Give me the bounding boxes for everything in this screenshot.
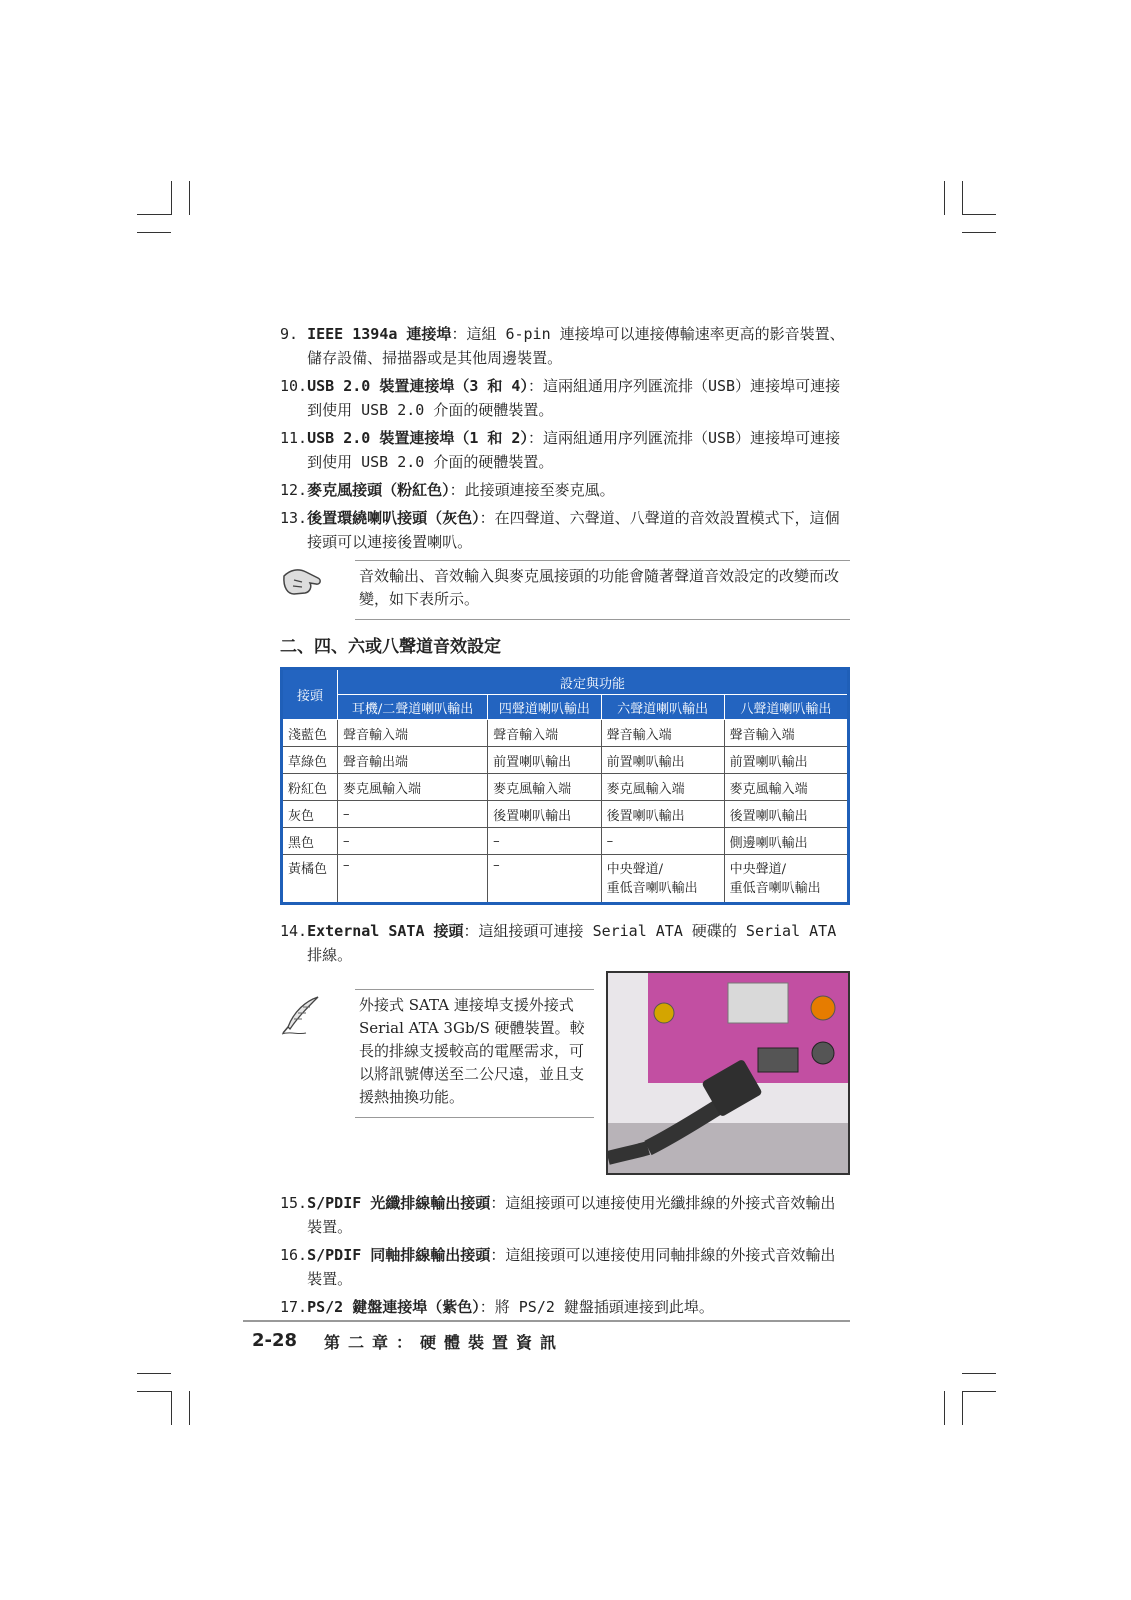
- table-row: [282, 855, 849, 904]
- table-cell: –: [488, 855, 601, 904]
- item-number: 13.: [280, 509, 308, 527]
- crop-mark: [962, 232, 996, 233]
- table-cell: 聲音輸出端: [338, 747, 488, 774]
- section-title: 二、四、六或八聲道音效設定: [280, 637, 501, 657]
- table-cell: 後置喇叭輸出: [488, 801, 601, 828]
- hand-pointer-icon: [280, 560, 355, 620]
- list-item: [280, 374, 850, 422]
- item-number: 16.: [280, 1246, 308, 1264]
- table-cell: 聲音輸入端: [488, 720, 601, 747]
- table-cell: –: [601, 828, 724, 855]
- item-title: 麥克風接頭（粉紅色）: [307, 481, 450, 499]
- table-cell: 後置喇叭輸出: [601, 801, 724, 828]
- crop-mark: [962, 214, 996, 215]
- port-list-bottom: [280, 1191, 850, 1319]
- list-item: [280, 1243, 850, 1291]
- item-text: ：這組接頭可連接 Serial ATA 硬碟的 Serial ATA 排線。: [307, 922, 837, 964]
- item-body: [307, 919, 850, 967]
- item-body: [307, 1243, 850, 1291]
- item-body: [307, 1295, 850, 1319]
- port-cell: 黑色: [282, 828, 338, 855]
- cell-line: 中央聲道/: [606, 862, 663, 877]
- column-header: 六聲道喇叭輸出: [601, 695, 724, 720]
- crop-mark: [137, 1391, 171, 1392]
- table-row: [282, 747, 849, 774]
- crop-mark: [171, 1391, 172, 1425]
- table-cell: 麥克風輸入端: [338, 774, 488, 801]
- table-cell: 側邊喇叭輸出: [724, 828, 848, 855]
- table-cell: 前置喇叭輸出: [724, 747, 848, 774]
- table-cell: [601, 855, 724, 904]
- note-text: 音效輸出、音效輸入與麥克風接頭的功能會隨著聲道音效設定的改變而改變，如下表所示。: [355, 560, 850, 620]
- item-number: 17.: [280, 1298, 308, 1316]
- item-body: [307, 322, 850, 370]
- item-title: IEEE 1394a 連接埠: [307, 325, 452, 343]
- table-cell: –: [338, 828, 488, 855]
- table-cell: –: [338, 855, 488, 904]
- sata-note-column: [280, 971, 594, 1175]
- port-cell: 草綠色: [282, 747, 338, 774]
- feather-pen-icon: [280, 989, 355, 1118]
- item-title: PS/2 鍵盤連接埠（紫色）: [307, 1298, 480, 1316]
- item-text: ：這組接頭可以連接使用同軸排線的外接式音效輸出裝置。: [307, 1246, 836, 1288]
- table-row: [282, 801, 849, 828]
- column-header: 八聲道喇叭輸出: [724, 695, 848, 720]
- note-box: [280, 560, 850, 620]
- table-cell: 後置喇叭輸出: [724, 801, 848, 828]
- table-cell: –: [488, 828, 601, 855]
- crop-mark: [137, 214, 171, 215]
- page-number: 2-28: [252, 1330, 298, 1351]
- item-number: 12.: [280, 481, 308, 499]
- list-item: [280, 426, 850, 474]
- table-cell: 麥克風輸入端: [724, 774, 848, 801]
- item-number: 14.: [280, 922, 308, 940]
- sata-section: [280, 971, 850, 1175]
- item-text: ：這兩組通用序列匯流排（USB）連接埠可連接到使用 USB 2.0 介面的硬體裝置。: [307, 429, 841, 471]
- crop-mark: [962, 1391, 963, 1425]
- cell-line: 重低音喇叭輸出: [729, 881, 821, 896]
- item-text: ：這兩組通用序列匯流排（USB）連接埠可連接到使用 USB 2.0 介面的硬體裝置。: [307, 377, 841, 419]
- item-number: 10.: [280, 377, 308, 395]
- table-row: [282, 774, 849, 801]
- item-number: 15.: [280, 1194, 308, 1212]
- cell-line: 中央聲道/: [729, 862, 787, 877]
- port-cell: 淺藍色: [282, 720, 338, 747]
- crop-mark: [137, 1373, 171, 1374]
- list-item: [280, 1191, 850, 1239]
- item-text: ：這組 6-pin 連接埠可以連接傳輸速率更高的影音裝置、儲存設備、掃描器或是其他周邊裝置。: [307, 325, 845, 367]
- table-cell: 麥克風輸入端: [601, 774, 724, 801]
- item-text: ：此接頭連接至麥克風。: [449, 481, 615, 499]
- item-title: 後置環繞喇叭接頭（灰色）: [307, 509, 480, 527]
- note-box: [280, 989, 594, 1118]
- list-item: [280, 322, 850, 370]
- crop-mark: [962, 1373, 996, 1374]
- chapter-title: 第二章：硬體裝置資訊: [324, 1333, 565, 1352]
- note-text: 外接式 SATA 連接埠支援外接式 Serial ATA 3Gb/S 硬體裝置。較長的排線支援較高的電壓需求，可以將訊號傳送至二公尺遠，並且支援熱抽換功能。: [355, 989, 594, 1118]
- crop-mark: [171, 181, 172, 215]
- footer-divider: [243, 1320, 850, 1322]
- table-cell: 麥克風輸入端: [488, 774, 601, 801]
- cell-line: 重低音喇叭輸出: [606, 881, 698, 896]
- item-text: ：將 PS/2 鍵盤插頭連接到此埠。: [479, 1298, 714, 1316]
- item-title: External SATA 接頭: [307, 922, 464, 940]
- crop-mark: [962, 181, 963, 215]
- port-cell: 粉紅色: [282, 774, 338, 801]
- item-text: ：這組接頭可以連接使用光纖排線的外接式音效輸出裝置。: [307, 1194, 836, 1236]
- crop-mark: [137, 232, 171, 233]
- item-title: USB 2.0 裝置連接埠（1 和 2）: [307, 429, 528, 447]
- table-cell: 聲音輸入端: [338, 720, 488, 747]
- table-row: [282, 828, 849, 855]
- item-body: [307, 478, 850, 502]
- list-item: [280, 1295, 850, 1319]
- audio-config-table: [280, 667, 850, 905]
- list-item: [280, 506, 850, 554]
- table-cell: [724, 855, 848, 904]
- item-number: 9.: [280, 325, 308, 343]
- page-content: [280, 322, 850, 1323]
- crop-mark: [189, 1391, 190, 1425]
- item-body: [307, 374, 850, 422]
- item-title: USB 2.0 裝置連接埠（3 和 4）: [307, 377, 528, 395]
- item-title: S/PDIF 同軸排線輸出接頭: [307, 1246, 491, 1264]
- item-body: [307, 506, 850, 554]
- list-item: [280, 919, 850, 967]
- table-cell: –: [338, 801, 488, 828]
- item-number: 11.: [280, 429, 308, 447]
- table-corner-header: 接頭: [282, 669, 338, 720]
- item-body: [307, 1191, 850, 1239]
- table-row: [282, 720, 849, 747]
- crop-mark: [944, 1391, 945, 1425]
- esata-cable-photo: [606, 971, 850, 1175]
- port-list-top: [280, 322, 850, 554]
- column-header: 四聲道喇叭輸出: [488, 695, 601, 720]
- port-cell: 灰色: [282, 801, 338, 828]
- table-cell: 聲音輸入端: [601, 720, 724, 747]
- crop-mark: [962, 1391, 996, 1392]
- table-cell: 前置喇叭輸出: [601, 747, 724, 774]
- column-header: 耳機/二聲道喇叭輸出: [338, 695, 488, 720]
- crop-mark: [189, 181, 190, 215]
- port-cell: 黃橘色: [282, 855, 338, 904]
- item-body: [307, 426, 850, 474]
- table-group-header: 設定與功能: [338, 669, 849, 695]
- crop-mark: [944, 181, 945, 215]
- table-cell: 前置喇叭輸出: [488, 747, 601, 774]
- item-text: ：在四聲道、六聲道、八聲道的音效設置模式下，這個接頭可以連接後置喇叭。: [307, 509, 840, 551]
- item-title: S/PDIF 光纖排線輸出接頭: [307, 1194, 491, 1212]
- list-item: [280, 478, 850, 502]
- table-cell: 聲音輸入端: [724, 720, 848, 747]
